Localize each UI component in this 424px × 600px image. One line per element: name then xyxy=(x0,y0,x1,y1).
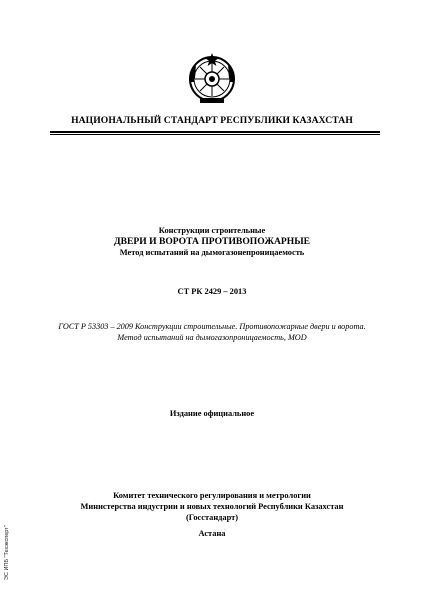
edition-label: Издание официальное xyxy=(169,409,255,418)
publication-city: Астана xyxy=(198,529,226,538)
title-line-3: Метод испытаний на дымогазонепроницаемость xyxy=(119,248,305,257)
reference-standard xyxy=(0,321,424,343)
title-line-1: Конструкции строительные xyxy=(158,226,266,235)
header-divider-thin xyxy=(50,134,380,135)
kazakhstan-state-emblem-icon xyxy=(186,52,238,104)
publisher-line-2: Министерства индустрии и новых технологий Республики Казахстан xyxy=(80,502,344,511)
header-divider-thick xyxy=(50,131,380,133)
reference-line-2: Метод испытаний на дымогазопроницаемость, MOD xyxy=(117,333,307,342)
side-watermark-note: ЭС ИПБ "Техэксперт" xyxy=(4,525,10,580)
title-line-2: ДВЕРИ И ВОРОТА ПРОТИВОПОЖАРНЫЕ xyxy=(113,236,311,247)
publisher-block xyxy=(0,490,424,523)
national-standard-heading: НАЦИОНАЛЬНЫЙ СТАНДАРТ РЕСПУБЛИКИ КАЗАХСТАН xyxy=(71,115,353,126)
publisher-line-3: (Госстандарт) xyxy=(185,513,239,522)
standard-code: СТ РК 2429 – 2013 xyxy=(177,287,247,296)
reference-line-1: ГОСТ Р 53303 – 2009 Конструкции строительные. Противопожарные двери и ворота. xyxy=(58,322,366,331)
document-title xyxy=(0,225,424,258)
publisher-line-1: Комитет технического регулирования и метрологии xyxy=(113,491,311,500)
